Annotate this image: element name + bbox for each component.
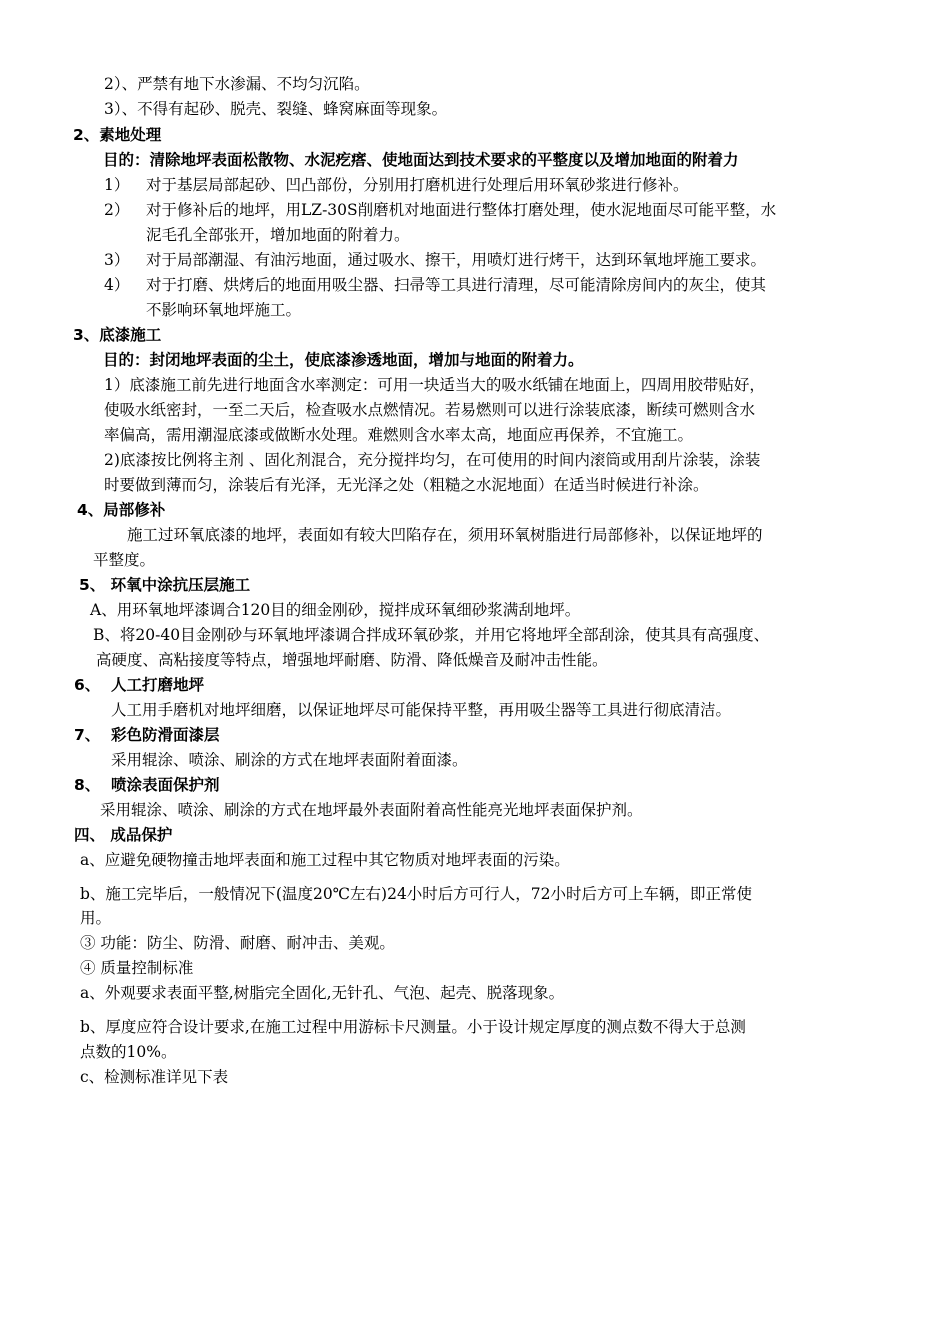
text-line: 对于局部潮湿、有油污地面，通过吸水、擦干，用喷灯进行烤干，达到环氧地坪施工要求。 <box>146 251 767 269</box>
list-number: 1） <box>104 176 130 194</box>
text-line: 不影响环氧地坪施工。 <box>146 301 302 319</box>
text-line: 对于基层局部起砂、凹凸部份，分别用打磨机进行处理后用环氧砂浆进行修补。 <box>146 176 689 194</box>
section-heading: 喷涂表面保护剂 <box>111 776 220 794</box>
text-line: a、应避免硬物撞击地坪表面和施工过程中其它物质对地坪表面的污染。 <box>80 851 570 869</box>
text-line: b、施工完毕后，一般情况下(温度20℃左右)24小时后方可行人，72小时后方可上车辆，即正常使 <box>80 885 753 903</box>
text-line: 使吸水纸密封，一至二天后，检查吸水点燃情况。若易燃则可以进行涂装底漆，断续可燃则含水 <box>104 401 756 419</box>
text-line: 平整度。 <box>93 551 156 569</box>
text-line: 时要做到薄而匀，涂装后有光泽，无光泽之处（粗糙之水泥地面）在适当时候进行补涂。 <box>104 476 709 494</box>
section-heading: 彩色防滑面漆层 <box>111 726 220 744</box>
text-line: ④ 质量控制标准 <box>80 959 194 977</box>
text-line: B、将20-40目金刚砂与环氧地坪漆调合拌成环氧砂浆，并用它将地坪全部刮涂，使其具有高强度、 <box>93 626 770 644</box>
text-line: 施工过环氧底漆的地坪，表面如有较大凹陷存在，须用环氧树脂进行局部修补，以保证地坪的 <box>127 526 763 544</box>
text-line: A、用环氧地坪漆调合120目的细金刚砂，搅拌成环氧细砂浆满刮地坪。 <box>90 601 581 619</box>
section-purpose: 目的：清除地坪表面松散物、水泥疙瘩、使地面达到技术要求的平整度以及增加地面的附着力 <box>103 151 739 169</box>
text-line: 人工用手磨机对地坪细磨，以保证地坪尽可能保持平整，再用吸尘器等工具进行彻底清洁。 <box>111 701 732 719</box>
text-line: 1）底漆施工前先进行地面含水率测定：可用一块适当大的吸水纸铺在地面上，四周用胶带贴好， <box>104 376 765 394</box>
text-line: 采用辊涂、喷涂、刷涂的方式在地坪最外表面附着高性能亮光地坪表面保护剂。 <box>100 801 643 819</box>
text-line: 3）、不得有起砂、脱壳、裂缝、蜂窝麻面等现象。 <box>104 100 448 118</box>
section-heading: 2、素地处理 <box>73 126 162 144</box>
text-line: b、厚度应符合设计要求,在施工过程中用游标卡尺测量。小于设计规定厚度的测点数不得大于总测 <box>80 1018 746 1036</box>
chapter-heading: 四、 成品保护 <box>74 826 173 844</box>
text-line: c、检测标准详见下表 <box>80 1068 229 1086</box>
text-line: a、外观要求表面平整,树脂完全固化,无针孔、气泡、起壳、脱落现象。 <box>80 984 565 1002</box>
text-line: 用。 <box>80 909 112 927</box>
text-line: 采用辊涂、喷涂、刷涂的方式在地坪表面附着面漆。 <box>111 751 468 769</box>
list-number: 4） <box>104 276 130 294</box>
section-purpose: 目的：封闭地坪表面的尘土，使底漆渗透地面，增加与地面的附着力。 <box>103 351 584 369</box>
section-number: 7、 <box>74 726 101 744</box>
list-number: 2） <box>104 201 130 219</box>
text-line: 对于打磨、烘烤后的地面用吸尘器、扫帚等工具进行清理，尽可能清除房间内的灰尘，使其 <box>146 276 767 294</box>
section-heading: 4、局部修补 <box>77 501 166 519</box>
text-line: 对于修补后的地坪，用LZ-30S削磨机对地面进行整体打磨处理，使水泥地面尽可能平整，水 <box>146 201 777 219</box>
text-line: 2)底漆按比例将主剂 、固化剂混合，充分搅拌均匀，在可使用的时间内滚筒或用刮片涂装，涂装 <box>104 451 761 469</box>
list-number: 3） <box>104 251 130 269</box>
section-heading: 3、底漆施工 <box>73 326 162 344</box>
section-heading: 5、 环氧中涂抗压层施工 <box>79 576 251 594</box>
section-number: 6、 <box>74 676 101 694</box>
text-line: ③ 功能：防尘、防滑、耐磨、耐冲击、美观。 <box>80 934 395 952</box>
text-line: 率偏高，需用潮湿底漆或做断水处理。难燃则含水率太高，地面应再保养，不宜施工。 <box>104 426 694 444</box>
text-line: 点数的10%。 <box>80 1043 177 1061</box>
text-line: 高硬度、高粘接度等特点，增强地坪耐磨、防滑、降低燥音及耐冲击性能。 <box>96 651 608 669</box>
text-line: 泥毛孔全部张开，增加地面的附着力。 <box>146 226 410 244</box>
text-line: 2）、严禁有地下水渗漏、不均匀沉陷。 <box>104 75 370 93</box>
section-heading: 人工打磨地坪 <box>111 676 205 694</box>
section-number: 8、 <box>74 776 101 794</box>
